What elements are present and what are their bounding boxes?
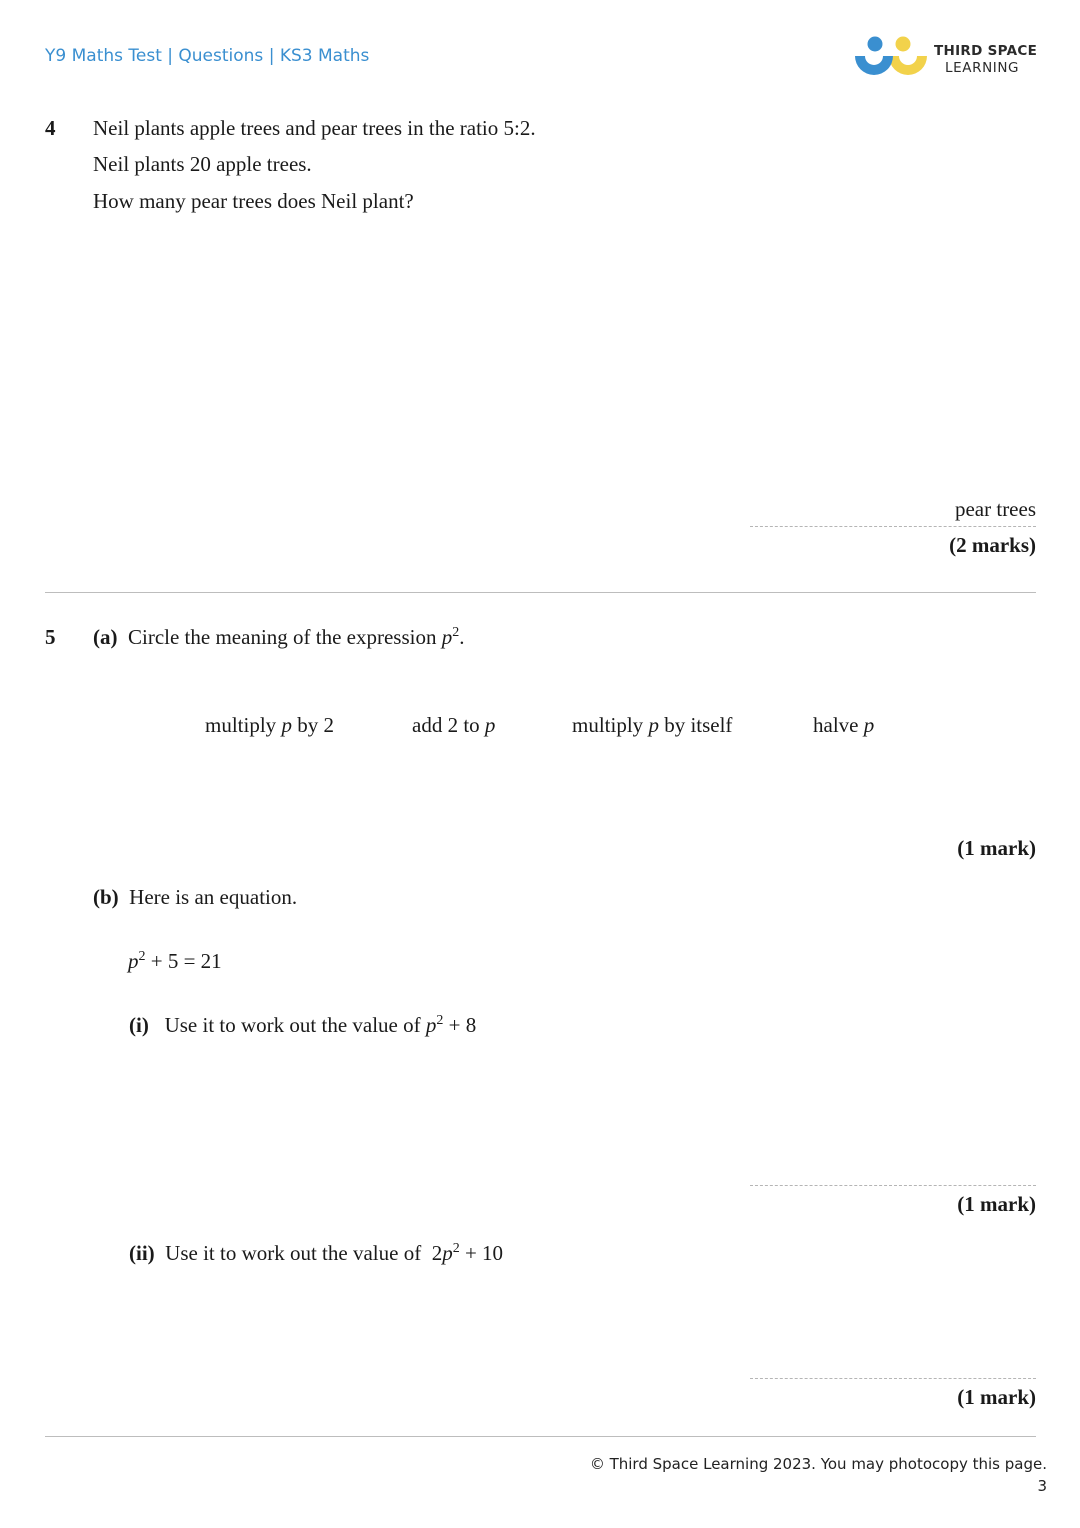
question-5b-label: (b): [93, 885, 119, 909]
question-4-marks: (2 marks): [949, 533, 1036, 557]
page-number: 3: [1037, 1477, 1047, 1495]
question-5-number: 5: [45, 625, 56, 649]
question-4-number: 4: [45, 116, 56, 140]
page-header-title: Y9 Maths Test | Questions | KS3 Maths: [45, 46, 370, 66]
footer-copyright: © Third Space Learning 2023. You may photocopy this page.: [589, 1455, 1047, 1473]
question-5a-end: .: [459, 625, 465, 649]
question-5bi-marks: (1 mark): [957, 1192, 1036, 1216]
option-2-pre: add 2 to: [412, 713, 485, 737]
question-4-line-2: Neil plants 20 apple trees.: [93, 152, 312, 176]
question-4-line-1: Neil plants apple trees and pear trees in the ratio 5:2.: [93, 116, 536, 140]
question-5b-prompt: [93, 885, 297, 910]
question-5bi-label: (i): [129, 1013, 149, 1037]
question-5bii-label: (ii): [129, 1241, 155, 1265]
equation-exp: 2: [138, 949, 146, 964]
question-5bi-prompt: [129, 1013, 476, 1038]
logo-line-1: THIRD SPACE: [934, 43, 1038, 59]
equation-var: p: [128, 949, 139, 973]
logo-line-2: LEARNING: [945, 60, 1020, 76]
footer-divider: [45, 1436, 1036, 1437]
question-5a-exp: 2: [452, 625, 460, 640]
option-multiply-by-itself[interactable]: [572, 713, 732, 738]
option-1-var: p: [281, 713, 292, 737]
question-5bi-answer-line[interactable]: [750, 1185, 1036, 1186]
equation-rest: + 5 = 21: [145, 949, 222, 973]
option-4-pre: halve: [813, 713, 864, 737]
option-3-post: by itself: [658, 713, 733, 737]
question-5bii-marks: (1 mark): [957, 1385, 1036, 1409]
option-add-2[interactable]: [412, 713, 495, 738]
question-5a-label: (a): [93, 625, 118, 649]
question-5bi-text: Use it to work out the value of: [164, 1013, 421, 1037]
option-1-post: by 2: [291, 713, 334, 737]
question-5a-text: Circle the meaning of the expression: [128, 625, 437, 649]
question-5bii-var: p: [442, 1241, 453, 1265]
option-4-var: p: [863, 713, 875, 737]
question-4-answer-unit: pear trees: [954, 497, 1036, 521]
question-4-line-3: How many pear trees does Neil plant?: [93, 189, 414, 213]
question-5bi-var: p: [425, 1013, 437, 1037]
option-3-pre: multiply: [572, 713, 649, 737]
question-5b-text: Here is an equation.: [129, 885, 298, 909]
logo-wordmark: [934, 43, 1037, 77]
question-5a-prompt: [93, 625, 465, 650]
question-5a-marks: (1 mark): [957, 836, 1036, 860]
section-divider: [45, 592, 1036, 593]
option-2-var: p: [484, 713, 496, 737]
option-multiply-by-2[interactable]: [205, 713, 334, 738]
question-5bii-answer-line[interactable]: [750, 1378, 1036, 1379]
question-5bii-exp: 2: [452, 1241, 460, 1256]
option-halve[interactable]: [813, 713, 874, 738]
equation: [128, 949, 222, 974]
question-5bii-rest: + 10: [459, 1241, 504, 1265]
option-1-pre: multiply: [205, 713, 282, 737]
question-5bi-exp: 2: [436, 1013, 444, 1028]
option-3-var: p: [648, 713, 659, 737]
question-5a-var: p: [441, 625, 453, 649]
question-5bii-coef: 2: [431, 1241, 443, 1265]
question-5bii-text: Use it to work out the value of: [165, 1241, 422, 1265]
question-5bii-prompt: [129, 1241, 503, 1266]
question-4-answer-line[interactable]: [750, 526, 1036, 527]
question-5bi-rest: + 8: [443, 1013, 477, 1037]
